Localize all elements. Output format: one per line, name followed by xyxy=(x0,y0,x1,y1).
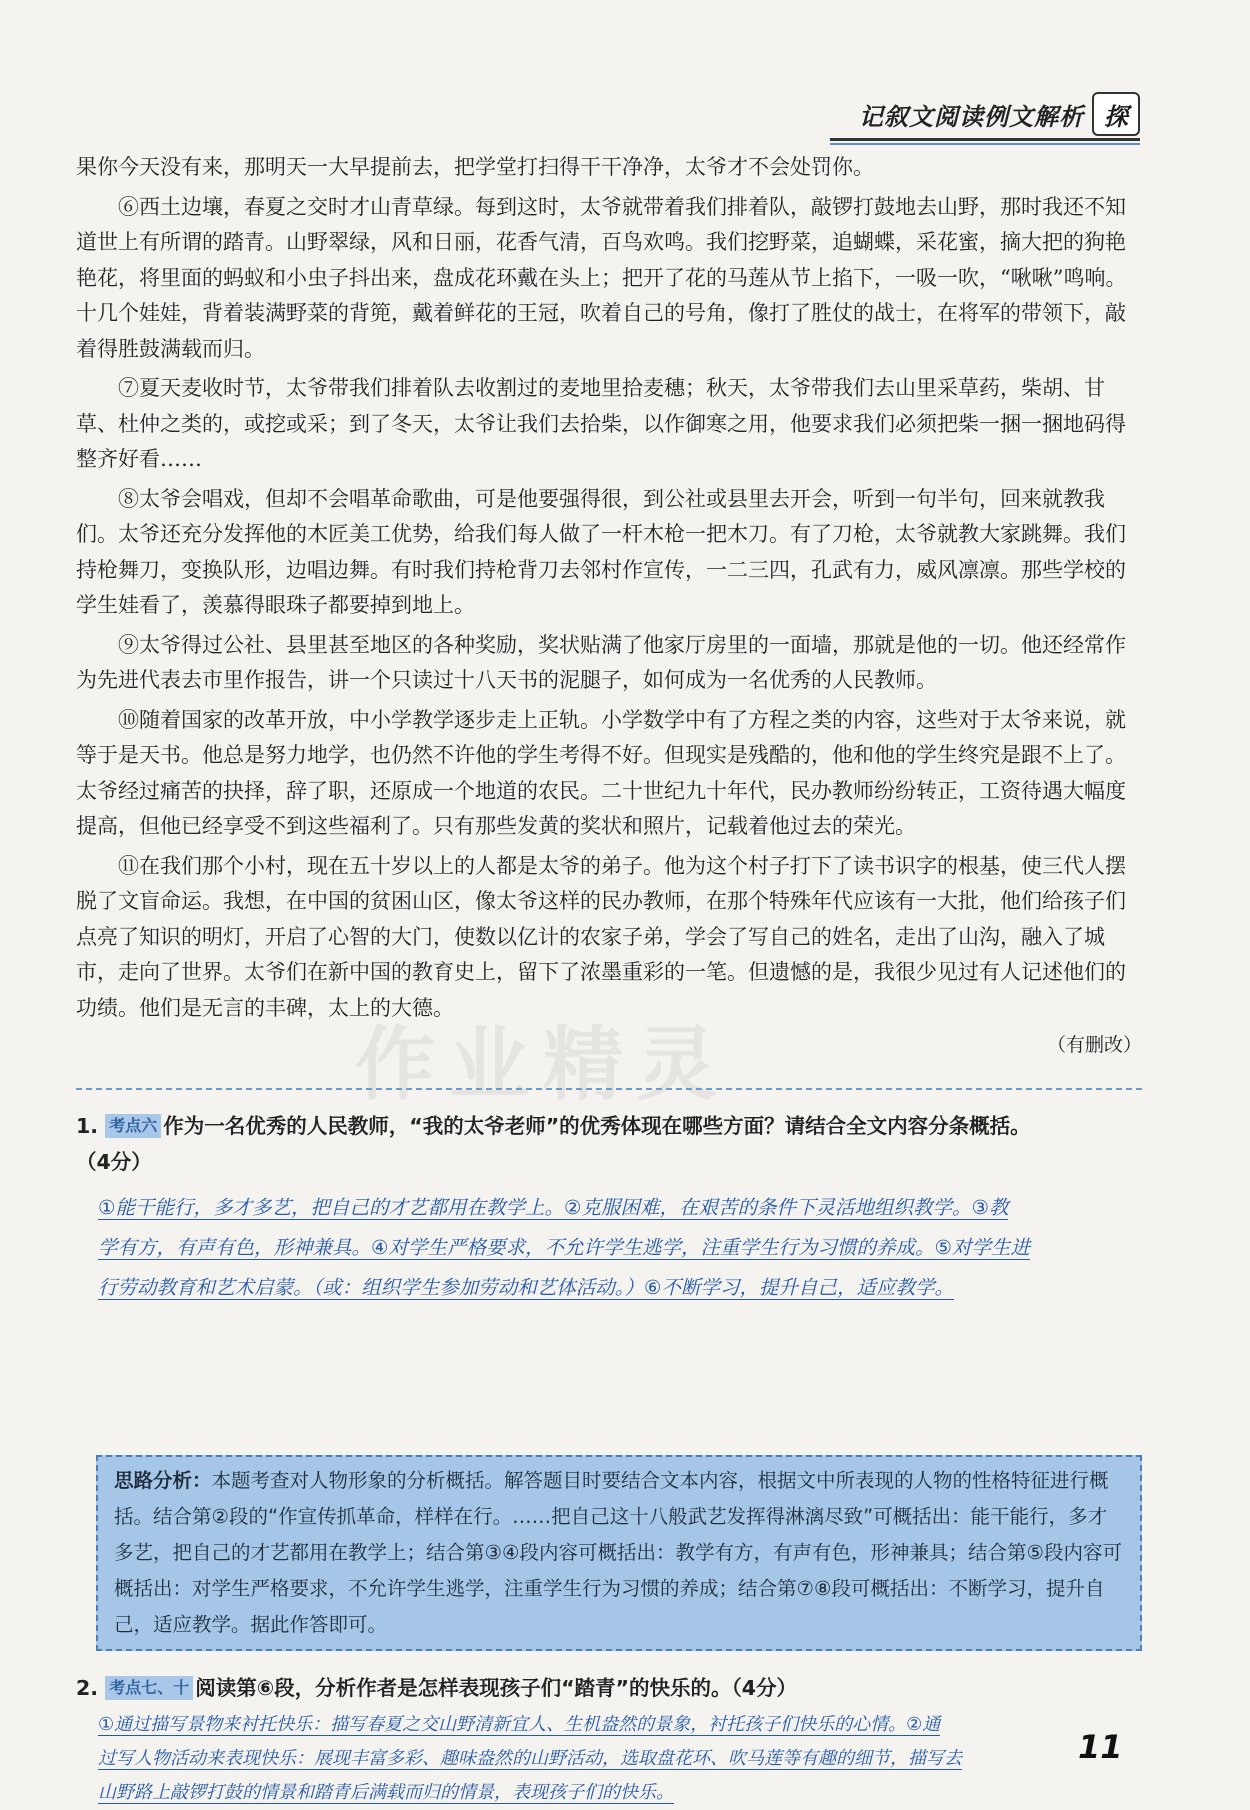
paragraph-6: ⑥西土边壤，春夏之交时才山青草绿。每到这时，太爷就带着我们排着队，敲锣打鼓地去山野，那时我还不知道世上有所谓的踏青。山野翠绿，风和日丽，花香气清，百鸟欢鸣。我们挖野菜，追蝴蝶，采花蜜，摘大把的狗艳艳花，将里面的蚂蚁和小虫子抖出来，盘成花环戴在头上；把开了花的马莲从节上掐下，一吸一吹，“啾啾”鸣响。十几个娃娃，背着装满野菜的背篼，戴着鲜花的王冠，吹着自己的号角，像打了胜仗的战士，在将军的带领下，敲着得胜鼓满载而归。 xyxy=(76,194,1127,361)
paragraph-8: ⑧太爷会唱戏，但却不会唱革命歌曲，可是他要强得很，到公社或县里去开会，听到一句半句，回来就教我们。太爷还充分发挥他的木匠美工优势，给我们每人做了一杆木枪一把木刀。有了刀枪，太爷就教大家跳舞。我们持枪舞刀，变换队形，边唱边舞。有时我们持枪背刀去邻村作宣传，一二三四，孔武有力，威风凛凛。那些学校的学生娃看了，羡慕得眼珠子都要掉到地上。 xyxy=(76,486,1126,617)
paragraph-11: ⑪在我们那个小村，现在五十岁以上的人都是太爷的弟子。他为这个村子打下了读书识字的根基，使三代人摆脱了文盲命运。我想，在中国的贫困山区，像太爷这样的民办教师，在那个特殊年代应该有一大批，他们给孩子们点亮了知识的明灯，开启了心智的大门，使数以亿计的农家子弟，学会了写自己的姓名，走出了山沟，融入了城市，走向了世界。太爷们在新中国的教育史上，留下了浓墨重彩的一笔。但遗憾的是，我很少见过有人记述他们的功绩。他们是无言的丰碑，太上的大德。 xyxy=(76,853,1126,1020)
section-divider xyxy=(76,1088,1142,1090)
analysis-text: 本题考查对人物形象的分析概括。解答题目时要结合文本内容，根据文中所表现的人物的性格特征进行概括。结合第②段的“作宣传抓革命，样样在行。……把自己这十八般武艺发挥得淋漓尽致”可概括出：能干能行，多才多艺，把自己的才艺都用在教学上；结合第③④段内容可概括出：教学有方，有声有色，形神兼具；结合第⑤段内容可概括出：对学生严格要求，不允许学生逃学，注重学生行为习惯的养成；结合第⑦⑧段可概括出：不断学习，提升自己，适应教学。据此作答即可。 xyxy=(114,1469,1122,1636)
paragraph-10: ⑩随着国家的改革开放，中小学教学逐步走上正轨。小学数学中有了方程之类的内容，这些对于太爷来说，就等于是天书。他总是努力地学，也仍然不许他的学生考得不好。但现实是残酷的，他和他的学生终究是跟不上了。太爷经过痛苦的抉择，辞了职，还原成一个地道的农民。二十世纪九十年代，民办教师纷纷转正，工资待遇大幅度提高，但他已经享受不到这些福利了。只有那些发黄的奖状和照片，记载着他过去的荣光。 xyxy=(76,707,1126,838)
paragraph-continued: 果你今天没有来，那明天一大早提前去，把学堂打扫得干干净净，太爷才不会处罚你。 xyxy=(76,155,874,179)
question-1-answer xyxy=(76,1188,1142,1308)
question-2-prompt xyxy=(76,1670,1142,1706)
answer-line: 过写人物活动来表现快乐：展现丰富多彩、趣味盎然的山野活动，选取盘花环、吹马莲等有趣的细节，描写去 xyxy=(98,1748,962,1769)
question-text: 阅读第⑥段，分析作者是怎样表现孩子们“踏青”的快乐的。（4分） xyxy=(195,1676,798,1700)
question-score: （4分） xyxy=(76,1150,152,1174)
page-number: 11 xyxy=(1078,1728,1123,1766)
exam-point-tag: 考点六 xyxy=(105,1114,161,1138)
page-header xyxy=(859,92,1140,136)
explore-logo-icon: 探 xyxy=(1092,92,1140,136)
analysis-box xyxy=(96,1455,1142,1651)
question-2-answer xyxy=(76,1708,1142,1803)
paragraph-9: ⑨太爷得过公社、县里甚至地区的各种奖励，奖状贴满了他家厅房里的一面墙，那就是他的一切。他还经常作为先进代表去市里作报告，讲一个只读过十八天书的泥腿子，如何成为一名优秀的人民教师。 xyxy=(76,632,1126,692)
paragraph-7: ⑦夏天麦收时节，太爷带我们排着队去收割过的麦地里拾麦穗；秋天，太爷带我们去山里采草药，柴胡、甘草、杜仲之类的，或挖或采；到了冬天，太爷让我们去拾柴，以作御寒之用，他要求我们必须把柴一捆一捆地码得整齐好看…… xyxy=(76,376,1126,471)
question-number: 1. xyxy=(76,1114,99,1138)
question-text: 作为一名优秀的人民教师，“我的太爷老师”的优秀体现在哪些方面？请结合全文内容分条概括。 xyxy=(163,1114,1031,1138)
answer-line-text: 山野路上敲锣打鼓的情景和踏青后满载而归的情景，表现孩子们的快乐。 xyxy=(98,1782,674,1803)
answer-line: ①通过描写景物来衬托快乐：描写春夏之交山野清新宜人、生机盎然的景象，衬托孩子们快乐的心情。②通 xyxy=(98,1714,941,1735)
answer-line: 行劳动教育和艺术启蒙。（或：组织学生参加劳动和艺体活动。）⑥不断学习，提升自己，适应教学。 xyxy=(98,1276,954,1299)
section-title: 记叙文阅读例文解析 xyxy=(859,102,1084,131)
header-rule-accent xyxy=(830,143,1140,145)
answer-line xyxy=(98,1776,674,1810)
answer-line: 学有方，有声有色，形神兼具。④对学生严格要求，不允许学生逃学，注重学生行为习惯的养成。⑤对学生进 xyxy=(98,1236,1030,1259)
question-number: 2. xyxy=(76,1676,99,1700)
watermark: 作业精灵 xyxy=(355,1018,731,1111)
question-2 xyxy=(76,1670,1142,1706)
analysis-label: 思路分析： xyxy=(114,1469,212,1492)
question-1-prompt xyxy=(76,1108,1142,1180)
header-rule xyxy=(830,138,1140,141)
question-1 xyxy=(76,1108,1142,1308)
answer-line: ①能干能行，多才多艺，把自己的才艺都用在教学上。②克服困难，在艰苦的条件下灵活地组织教学。③教 xyxy=(98,1196,1009,1219)
article-body xyxy=(76,150,1142,1064)
edit-note: （有删改） xyxy=(1046,1034,1142,1056)
exam-point-tag: 考点七、十 xyxy=(105,1676,193,1700)
